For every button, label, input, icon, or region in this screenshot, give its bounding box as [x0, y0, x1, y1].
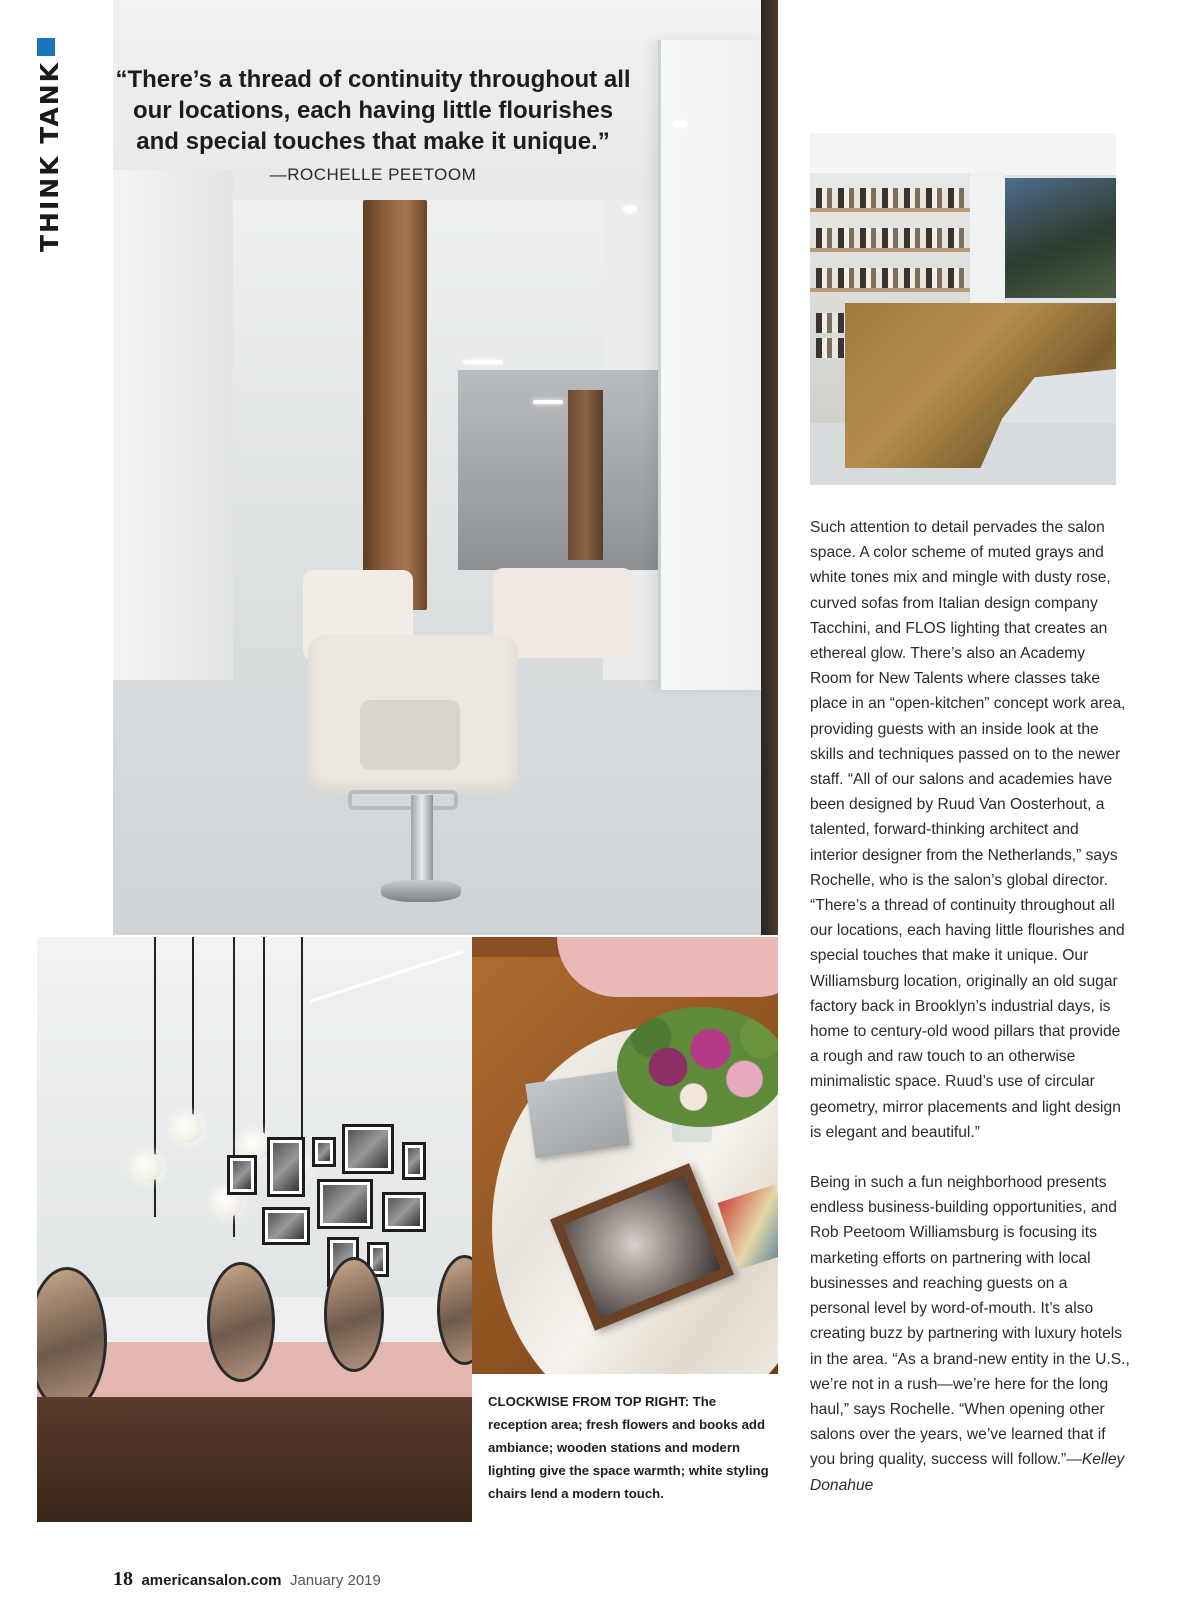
- pull-quote: [113, 64, 633, 185]
- article-paragraph: Such attention to detail pervades the salon space. A color scheme of muted grays and white tones mix and mingle with dusty rose, curved sofas from Italian design company Tacchini, and FLOS lighting that creates an ethereal glow. There’s also an Academy Room for New Talents where classes take place in an “open-kitchen” concept work area, providing guests with an inside look at the skills and techniques passed on to the newer staff. “All of our salons and academies have been designed by Ruud Van Oosterhout, a talented, forward-thinking architect and interior designer from the Netherlands,” says Rochelle, who is the salon’s global director. “There’s a thread of continuity throughout all our locations, each having little flourishes and special touches that make it unique. Our Williamsburg location, originally an old sugar factory back in Brooklyn’s industrial days, is home to century-old wood pillars that provide a rough and raw touch to an otherwise minimalistic space. Ruud’s use of circular geometry, mirror placements and light design is elegant and beautiful.”: [810, 519, 1126, 1141]
- wooden-stations-lighting-photo: [37, 937, 472, 1522]
- book: [525, 1071, 630, 1158]
- footer-site: americansalon.com: [141, 1572, 282, 1589]
- article-paragraph: Being in such a fun neighborhood presents endless business-building opportunities, and Rob Peetoom Williamsburg is focusing its marketing efforts on partnering with local businesses and reaching guests on a personal level by word-of-mouth. It’s also creating buzz by partnering with luxury hotels in the area. “As a brand-new entity in the U.S., we’re not in a rush—we’re here for the long haul,” says Rochelle. “When opening other salons over the years, we’ve learned that if you bring quality, success will follow.”—Kelley Donahue: [810, 1174, 1130, 1494]
- section-label: THINK TANK: [35, 60, 64, 252]
- pendant-light: [172, 1113, 202, 1143]
- wooden-stations: [37, 1397, 472, 1522]
- flower-arrangement: [617, 1007, 778, 1127]
- photo-caption: CLOCKWISE FROM TOP RIGHT: The reception area; fresh flowers and books add ambiance; wooden stations and modern lighting give the space warmth; white styling chairs lend a modern touch.: [488, 1394, 769, 1501]
- pendant-light: [132, 1152, 162, 1182]
- oval-mirror: [324, 1257, 384, 1372]
- pink-sofa: [557, 937, 778, 997]
- byline: —Kelley Donahue: [810, 1451, 1125, 1494]
- mirror-panel: [658, 40, 770, 690]
- footer-issue: January 2019: [289, 1572, 381, 1589]
- reception-desk-photo: [810, 133, 1116, 485]
- page-number: 18: [113, 1568, 133, 1590]
- pull-quote-attribution: —ROCHELLE PEETOOM: [269, 165, 477, 184]
- oval-mirror: [207, 1262, 275, 1382]
- flowers-books-table-photo: [472, 937, 778, 1374]
- wood-pillar: [363, 200, 427, 610]
- article-body: [810, 515, 1130, 1498]
- page-footer: [113, 1568, 381, 1591]
- pull-quote-text: “There’s a thread of continuity throughout all our locations, each having little flourishes and special touches that make it unique.”: [115, 66, 631, 155]
- section-marker-square: [37, 38, 55, 56]
